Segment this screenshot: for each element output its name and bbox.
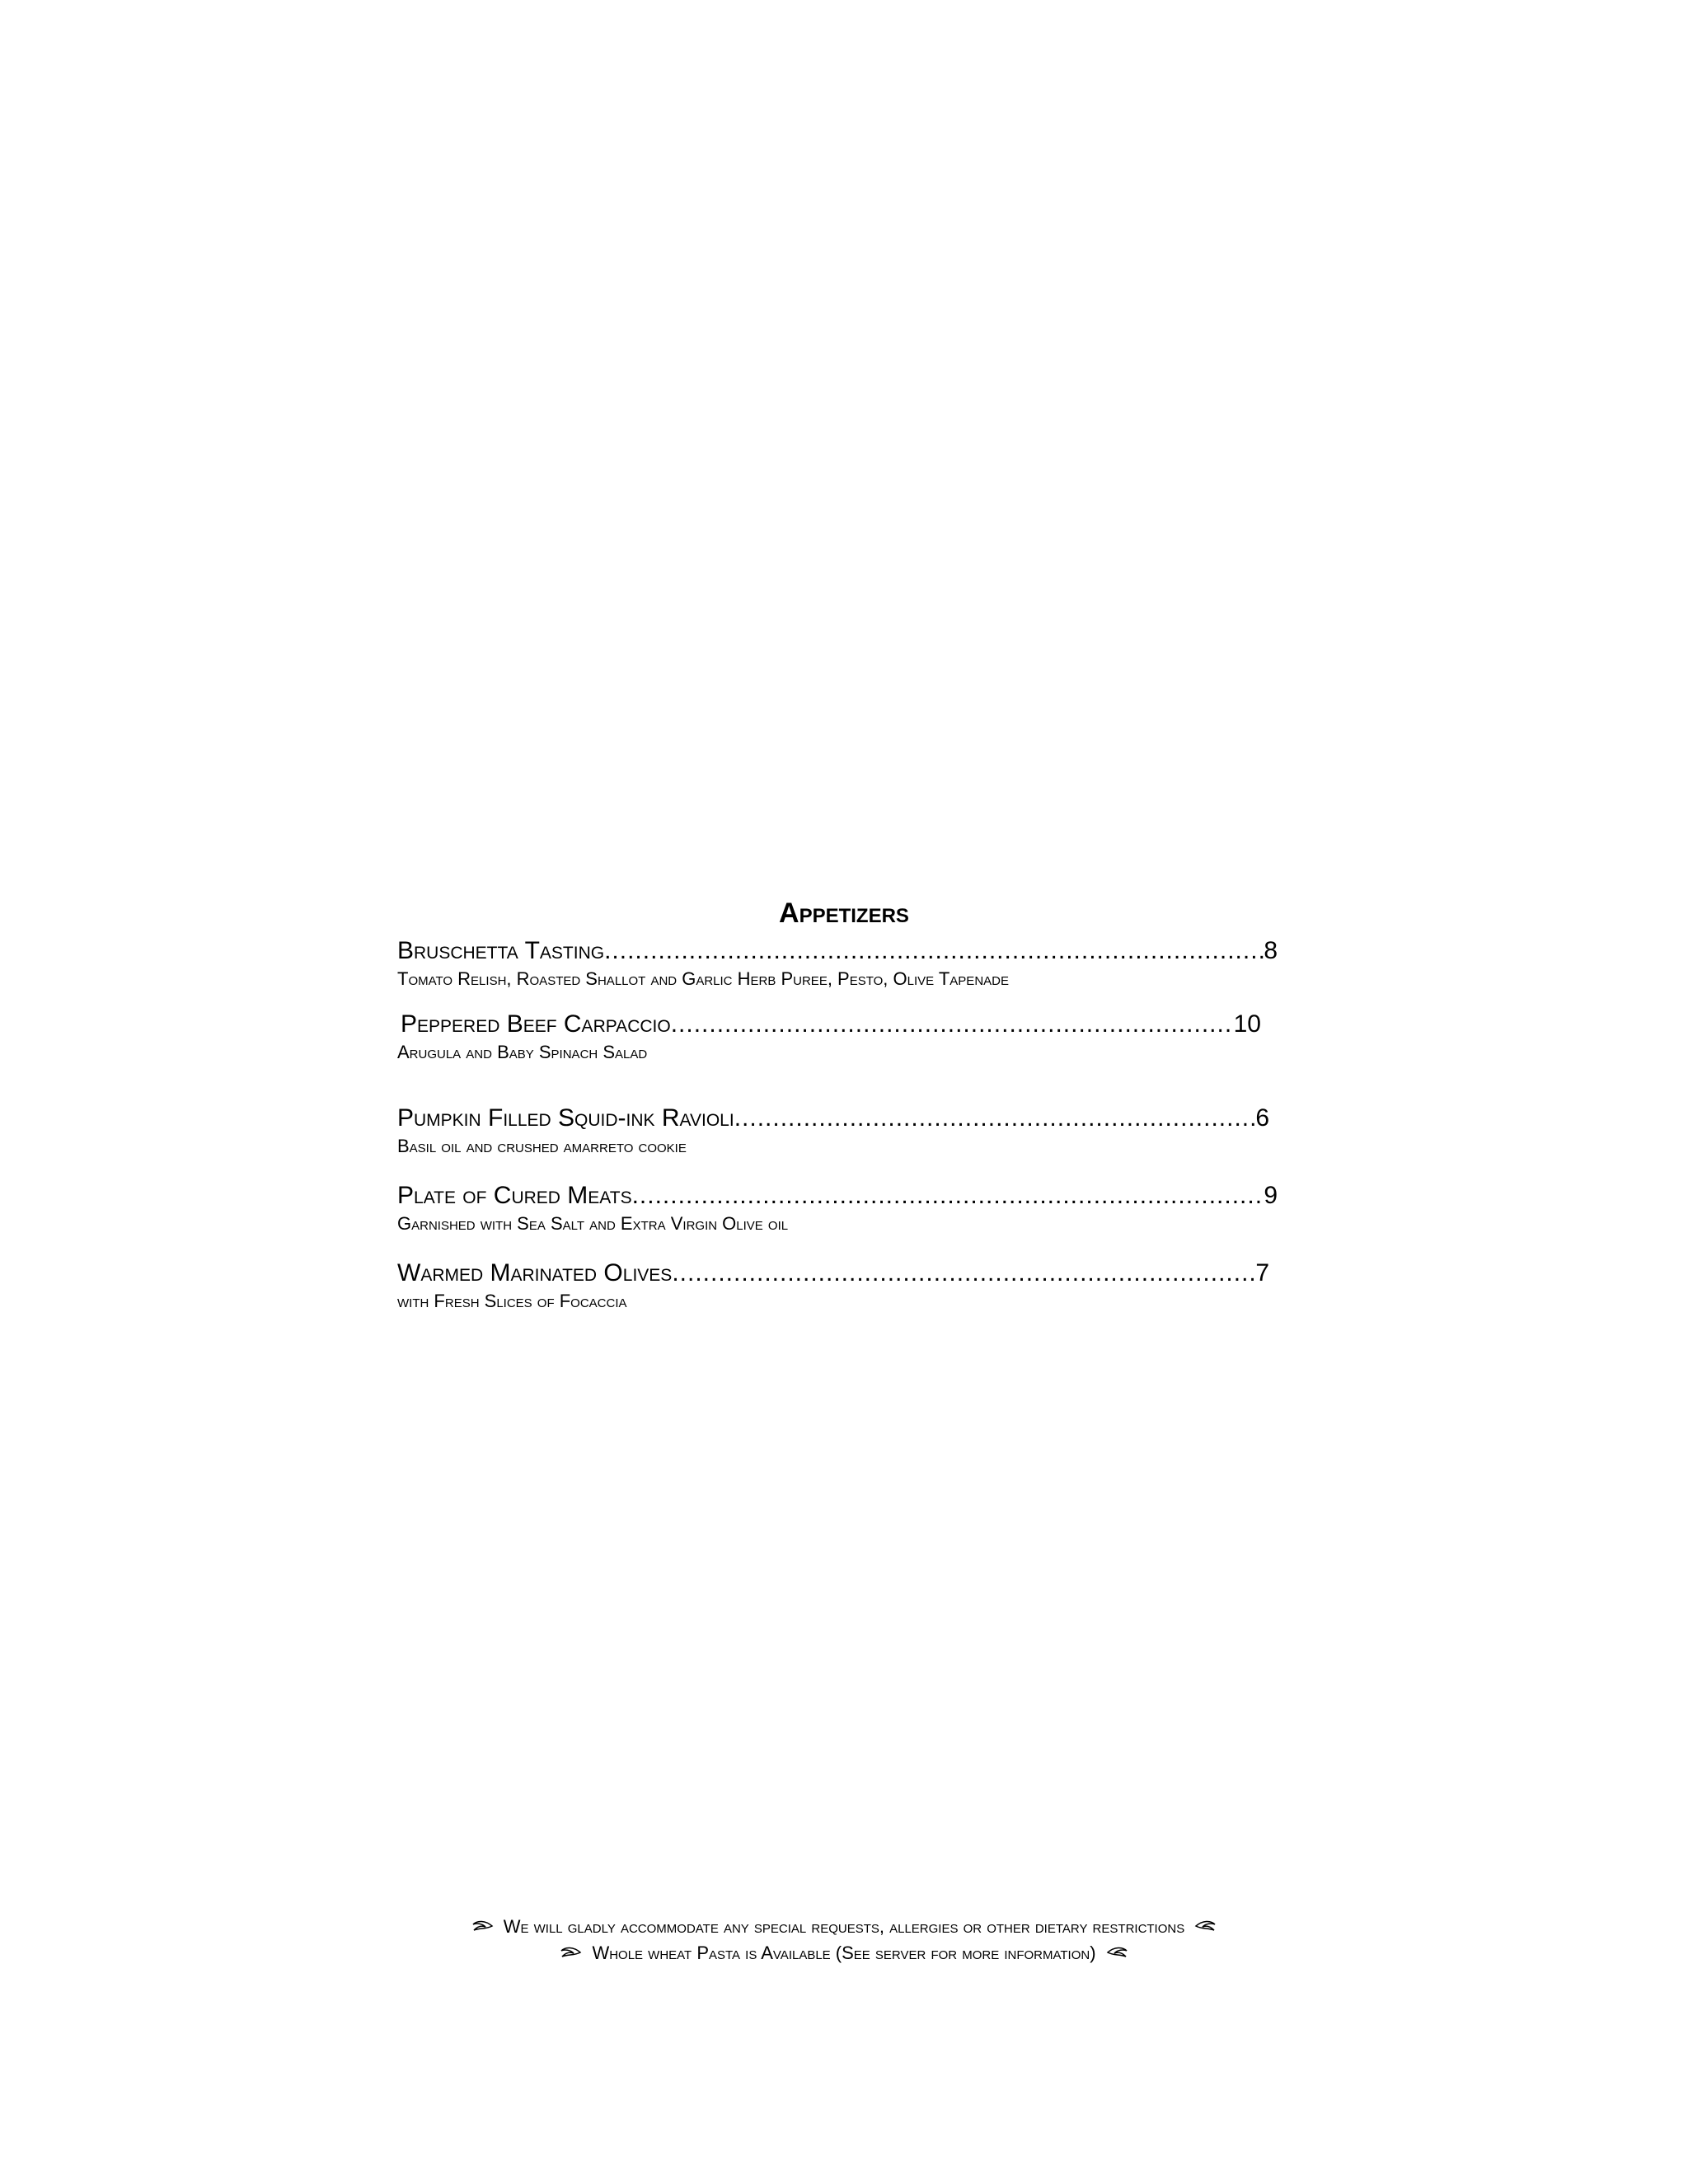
leaf-ornament-right-icon xyxy=(1106,1941,1129,1967)
footer-line-2: Whole wheat Pasta is Available (See server for more information) xyxy=(592,1943,1096,1963)
leaf-ornament-left-icon xyxy=(559,1941,582,1967)
menu-item-name: Plate of Cured Meats xyxy=(397,1182,632,1209)
menu-item-price: 10 xyxy=(1233,1010,1261,1038)
menu-item-description: Tomato Relish, Roasted Shallot and Garlic Herb Puree, Pesto, Olive Tapenade xyxy=(397,968,1009,989)
dot-leader xyxy=(632,1181,1264,1211)
dot-leader xyxy=(604,936,1264,966)
menu-item-description: with Fresh Slices of Focaccia xyxy=(397,1291,627,1311)
menu-item-line xyxy=(397,1104,1269,1133)
menu-item-price: 7 xyxy=(1255,1259,1269,1286)
menu-item-line xyxy=(397,936,1278,966)
menu-item-line xyxy=(397,1258,1269,1288)
menu-item-description: Arugula and Baby Spinach Salad xyxy=(397,1042,648,1062)
dot-leader xyxy=(672,1258,1255,1288)
menu-item-price: 6 xyxy=(1255,1104,1269,1132)
footer-note xyxy=(0,1914,1688,1941)
menu-item-name: Peppered Beef Carpaccio xyxy=(401,1010,671,1038)
menu-item-name: Bruschetta Tasting xyxy=(397,937,605,964)
dot-leader xyxy=(671,1010,1234,1039)
menu-item-description: Basil oil and crushed amarreto cookie xyxy=(397,1136,687,1156)
menu-item xyxy=(397,936,1278,991)
menu-item-price: 8 xyxy=(1264,937,1278,964)
menu-item xyxy=(397,1181,1278,1235)
leaf-ornament-right-icon xyxy=(1194,1915,1217,1941)
menu-item xyxy=(397,1104,1269,1158)
section-title: Appetizers xyxy=(779,898,909,929)
menu-item-line xyxy=(401,1010,1261,1039)
menu-item xyxy=(397,1010,1261,1064)
leaf-ornament-left-icon xyxy=(471,1915,494,1941)
menu-item-description: Garnished with Sea Salt and Extra Virgin Olive oil xyxy=(397,1213,789,1234)
menu-item-price: 9 xyxy=(1264,1182,1278,1209)
footer-note xyxy=(0,1940,1688,1967)
menu-item-line xyxy=(397,1181,1278,1211)
menu-item-name: Warmed Marinated Olives xyxy=(397,1259,673,1286)
footer-line-1: We will gladly accommodate any special requests, allergies or other dietary restrictions xyxy=(503,1916,1185,1937)
dot-leader xyxy=(734,1104,1256,1133)
menu-item-name: Pumpkin Filled Squid-ink Ravioli xyxy=(397,1104,734,1132)
menu-item xyxy=(397,1258,1269,1313)
